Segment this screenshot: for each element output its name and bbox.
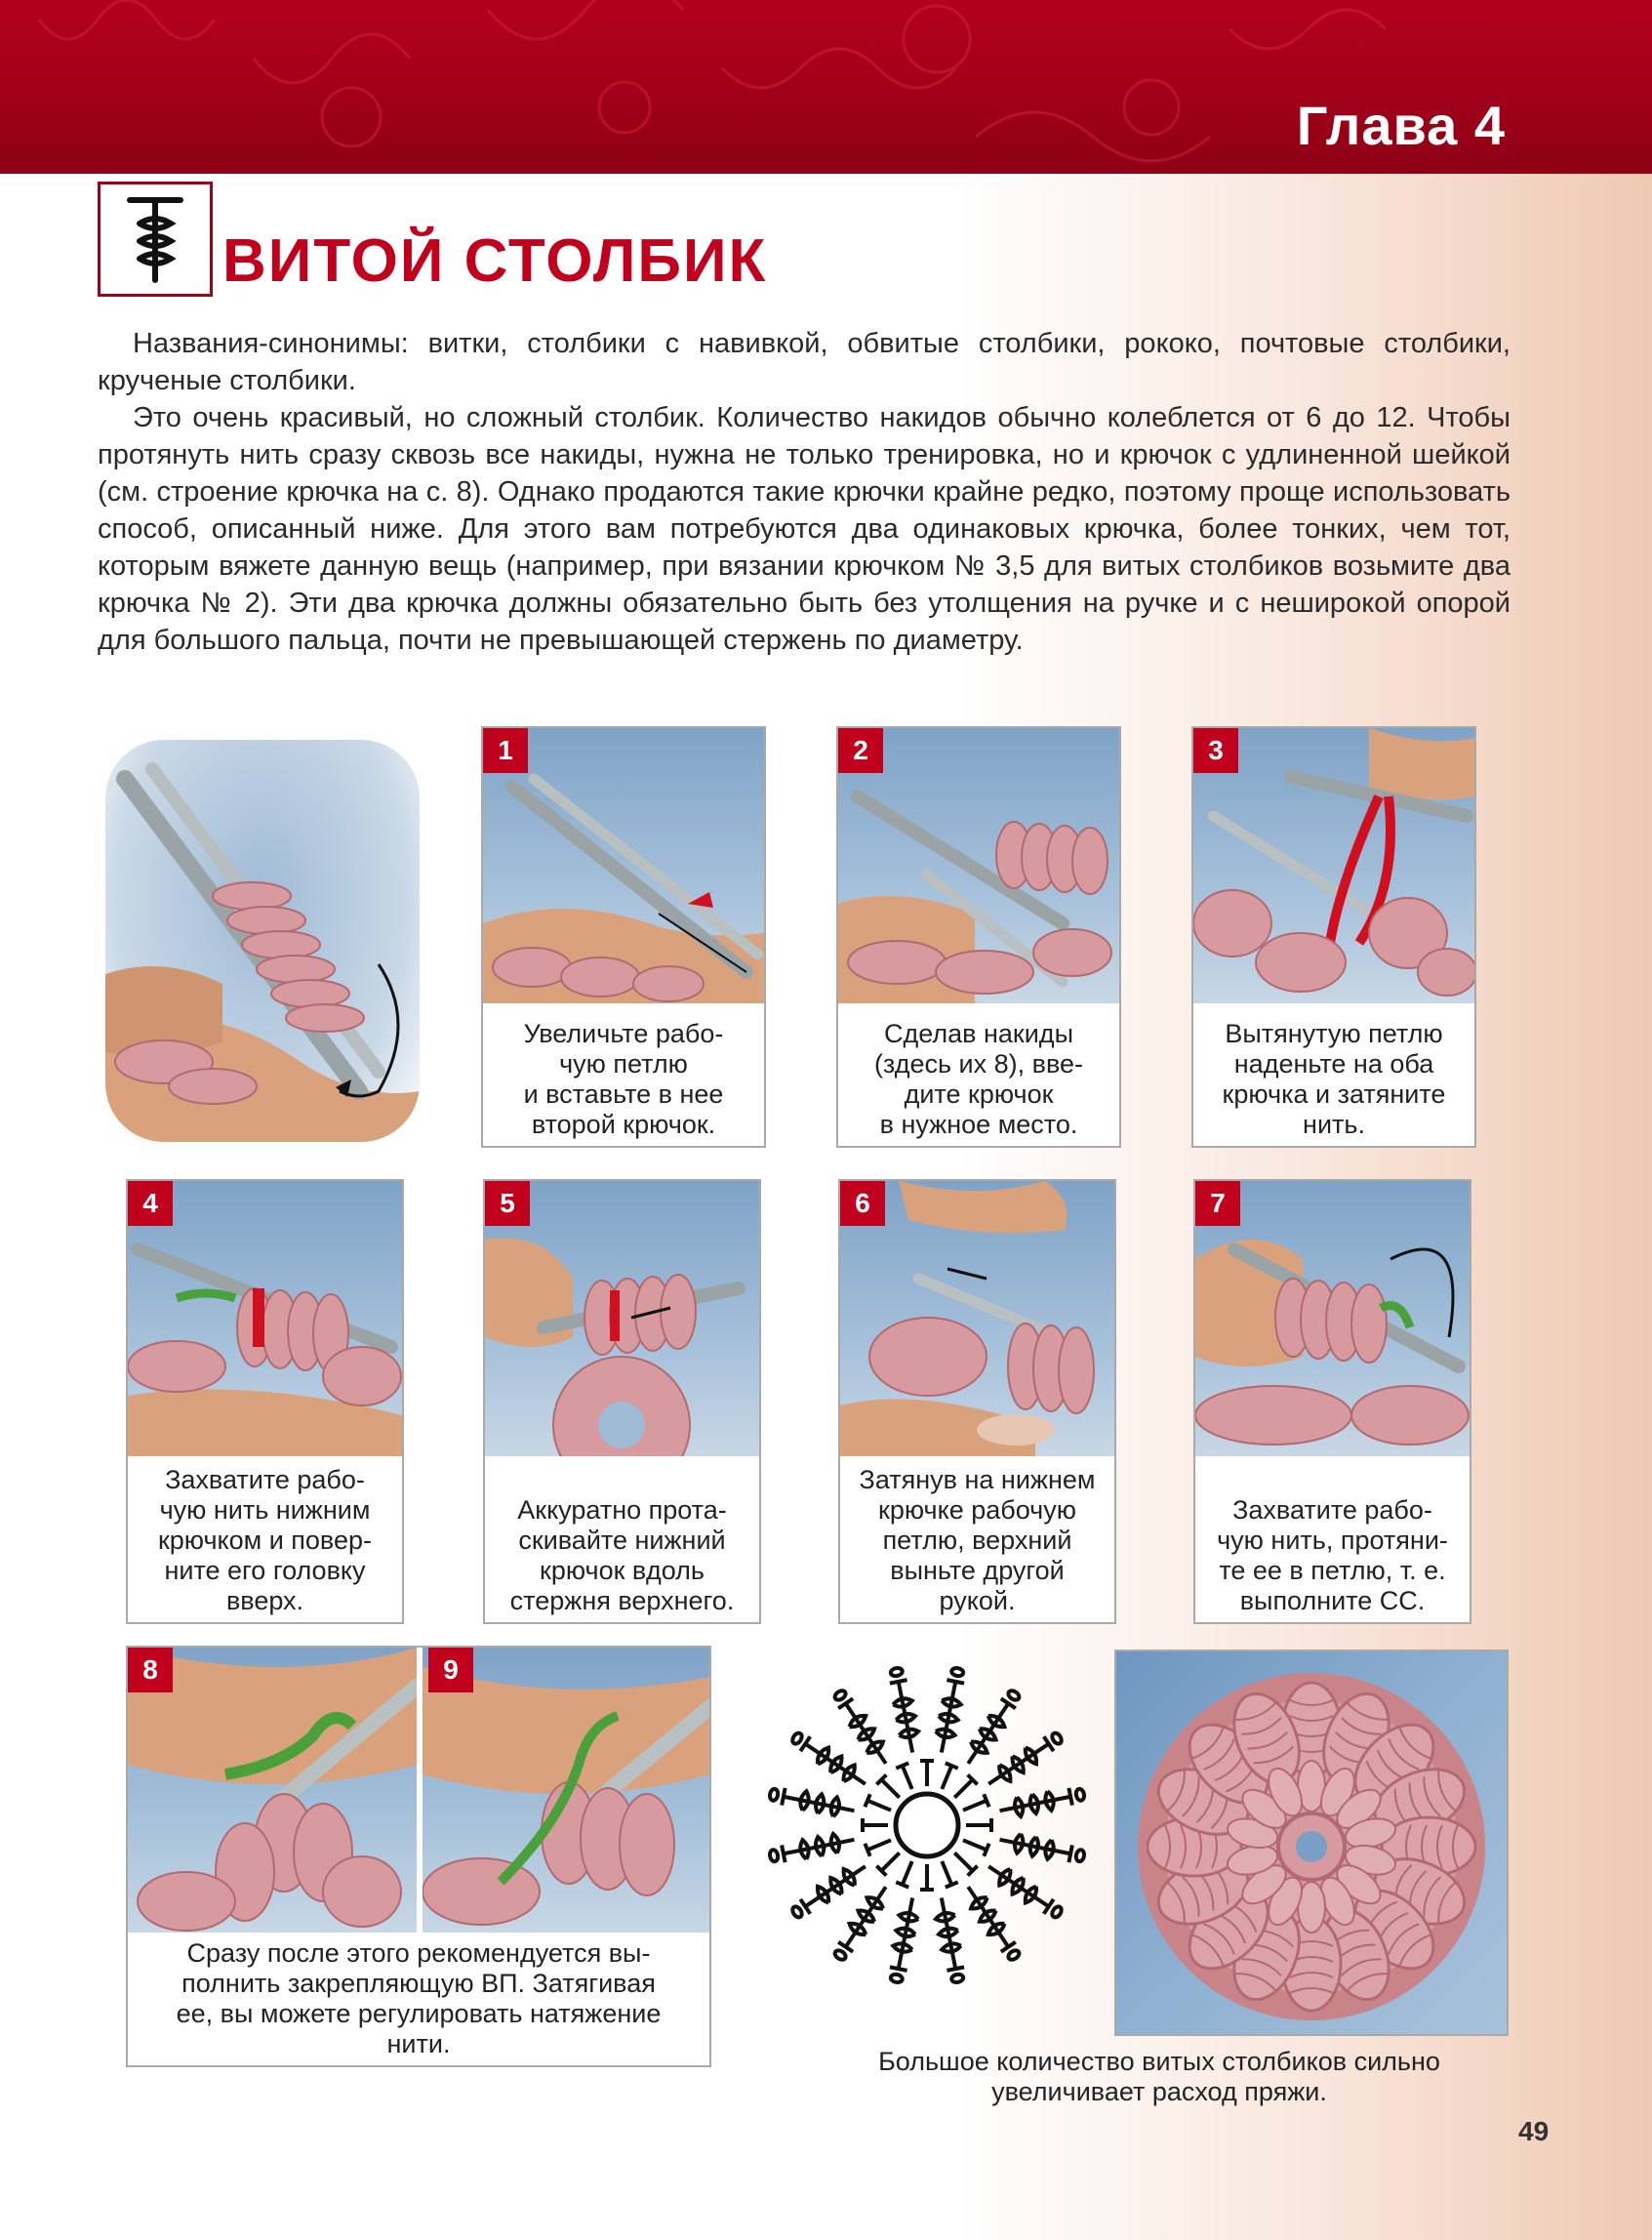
step-2-card bbox=[836, 726, 1121, 1148]
crochet-chart-diagram bbox=[761, 1659, 1093, 1991]
step-3-card bbox=[1191, 726, 1476, 1148]
step-number: 1 bbox=[483, 728, 528, 773]
steps-8-9-card bbox=[126, 1646, 711, 2067]
step-4-caption: Захватите рабо- чую нить нижним крючком и повер- ните его головку вверх. bbox=[157, 1465, 373, 1615]
hooks-wraps-photo bbox=[105, 740, 420, 1142]
step-number: 7 bbox=[1195, 1181, 1240, 1226]
intro-paragraph-2: Это очень красивый, но сложный столбик. Количество накидов обычно колеблется от 6 до 12. Чтобы протянуть нить сразу сквозь все накиды, нужна не только тренировка, но и крючок с удлиненной шейкой (см. строение крючка на с. 8). Однако продаются такие крючки крайне редко, поэтому проще использовать способ, описанный ниже. Для этого вам потребуются два одинаковых крючка, более тонких, чем тот, которым вяжете данную вещь (например, при вязании крючком № 3,5 для витых столбиков возьмите два крючка № 2). Эти два крючка должны обязательно быть без утолщения на ручке и с неширокой опорой для большого пальца, почти не превышающей стержень по диаметру. bbox=[98, 402, 1511, 656]
page-title: ВИТОЙ СТОЛБИК bbox=[222, 227, 768, 295]
step-6-card bbox=[838, 1179, 1116, 1624]
steps-8-9-caption: Сразу после этого рекомендуется вы- полнить закрепляющую ВП. Затягивая ее, вы можете регулировать натяжение нити. bbox=[176, 1938, 662, 2058]
page-number: 49 bbox=[1518, 2116, 1550, 2146]
intro-text bbox=[98, 325, 1511, 659]
step-5-caption: Аккуратно прота- скивайте нижний крючок вдоль стержня верхнего. bbox=[509, 1495, 735, 1615]
step-4-card bbox=[126, 1179, 404, 1624]
step-7-caption: Захватите рабо- чую нить, протяни- те ее в петлю, т. е. выполните СС. bbox=[1217, 1495, 1448, 1615]
step-number: 8 bbox=[128, 1648, 173, 1692]
finished-flower-photo bbox=[1114, 1649, 1509, 2036]
step-7-card bbox=[1193, 1179, 1471, 1624]
chapter-header-band bbox=[0, 0, 1652, 174]
step-3-caption: Вытянутую петлю наденьте на оба крючка и затяните нить. bbox=[1222, 1019, 1446, 1139]
step-number: 9 bbox=[428, 1648, 473, 1692]
step-number: 3 bbox=[1193, 728, 1238, 773]
step-number: 6 bbox=[840, 1181, 885, 1226]
step-number: 5 bbox=[485, 1181, 530, 1226]
twisted-stitch-symbol-icon bbox=[98, 182, 213, 297]
step-5-card bbox=[483, 1179, 761, 1624]
step-number: 4 bbox=[128, 1181, 173, 1226]
step-6-caption: Затянув на нижнем крючке рабочую петлю, верхний выньте другой рукой. bbox=[859, 1465, 1096, 1615]
step-2-caption: Сделав накиды (здесь их 8), вве- дите крючок в нужное место. bbox=[873, 1019, 1084, 1139]
chapter-label: Глава 4 bbox=[1296, 95, 1506, 156]
intro-paragraph-1: Названия-синонимы: витки, столбики с навивкой, обвитые столбики, рококо, почтовые столбики, крученые столбики. bbox=[98, 328, 1511, 396]
finished-photo-caption: Большое количество витых столбиков сильно увеличивает расход пряжи. bbox=[878, 2047, 1440, 2106]
step-1-caption: Увеличьте рабо- чую петлю и вставьте в нее второй крючок. bbox=[523, 1019, 724, 1139]
step-1-card bbox=[481, 726, 766, 1148]
step-number: 2 bbox=[838, 728, 883, 773]
